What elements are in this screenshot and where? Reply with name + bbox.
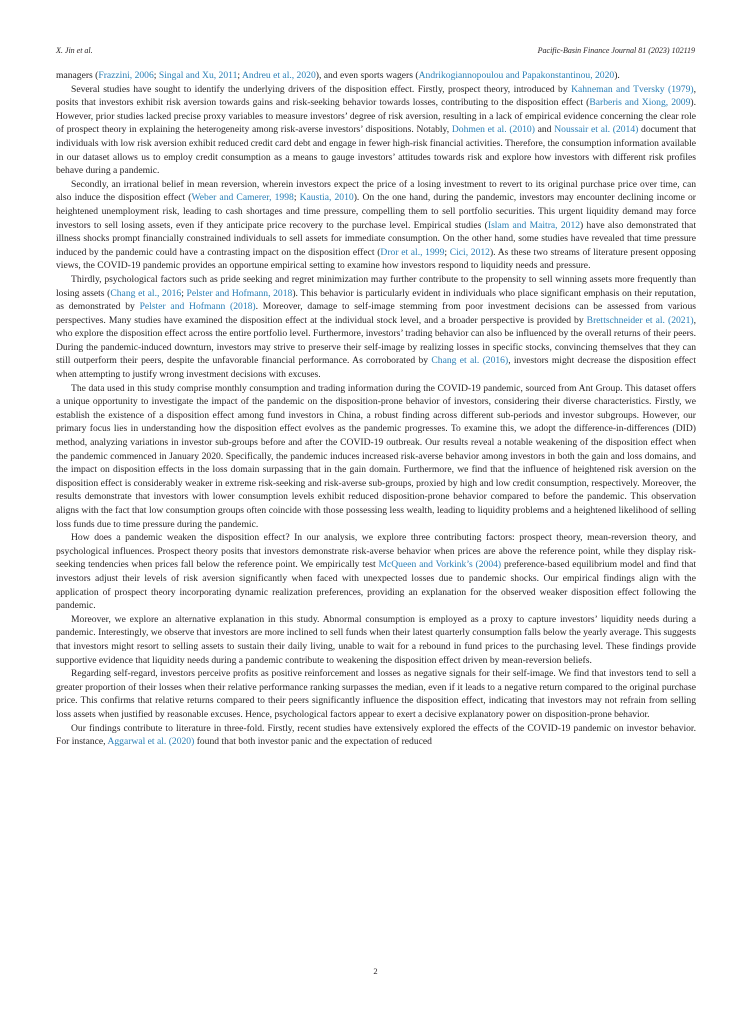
paragraph-text: ) have also demonstrated that illness shocks prompt financially constrained individuals to sell assets for immediate consumption. On the other hand, some studies have revealed that time pressure induced by the pandemic could have a contrasting impact on the disposition effect ( <box>56 219 696 258</box>
paragraph-text: The data used in this study comprise monthly consumption and trading information during the COVID-19 pandemic, sourced from Ant Group. This dataset offers a unique opportunity to investigate the impact of the pandemic on the disposition-prone behavior of investors, considering their diverse characteristics. Firstly, we establish the existence of a disposition effect among fund investors in China, a robust finding across different sub-periods and investor subgroups. However, our primary focus lies in understanding how the disposition effect evolves as the pandemic progresses. To examine this, we adopt the difference-in-differences (DID) method, analyzing variations in investor sub-groups before and after the COVID-19 outbreak. Our results reveal a notable weakening of the disposition effect when the pandemic commenced in January 2020. Specifically, the pandemic induces increased risk-averse behavior among investors in both the gain and loss domains, and the impact on disposition effects in the loss domain surpassing that in the gain domain. Furthermore, we find that the influence of heightened risk aversion on the disposition effect is considerably weaker in extreme risk-seeking and risk-averse sub-groups, proxied by high and low credit consumption, respectively. Moreover, the results demonstrate that investors with lower consumption levels exhibit reduced disposition-prone behavior compared to before the pandemic. This observation aligns with the fact that low consumption groups often coincide with those possessing less wealth, leading to liquidity problems and a heightened likelihood of selling loss funds due to time pressure during the pandemic. <box>56 382 696 530</box>
citation-link[interactable]: Chang et al. (2016) <box>431 355 509 367</box>
header-authors: X. Jin et al. <box>56 46 93 55</box>
paragraph-text: ). As these two streams of literature present opposing views, the COVID-19 pandemic provides an opportune empirical setting to examine how investors respond to liquidity needs and pressure. <box>56 246 696 272</box>
paragraph-text: ). However, prior studies lacked precise proxy variables to measure investors’ degree of risk aversion, resulting in a lack of empirical evidence concerning the clear role of prospect theory in explaining the heterogeneity among risk-averse investors’ dispositions. Notably, <box>56 97 696 136</box>
paragraph-text: ). <box>614 70 620 81</box>
body-paragraph <box>56 273 696 382</box>
paragraph-text: ; <box>237 70 242 81</box>
citation-link[interactable]: Pelster and Hofmann, 2018 <box>186 287 293 299</box>
paragraph-text: ), and even sports wagers ( <box>315 70 419 81</box>
citation-link[interactable]: Cici, 2012 <box>449 246 490 258</box>
paragraph-text: How does a pandemic weaken the disposition effect? In our analysis, we explore three contributing factors: prospect theory, mean-reversion theory, and psychological influences. Prospect theory posits that investors demonstrate risk-averse behavior when prices are above the reference point, while they display risk-seeking tendencies when prices fall below the reference point. We empirically test <box>56 532 696 571</box>
paragraph-text: ). On the one hand, during the pandemic, investors may encounter declining income or heightened unemployment risk, leading to cash shortages and time pressure, compelling them to sell portfolio securities. This urgent liquidity demand may force investors to sell losing assets, even if they anticipate price recovery to the purchase level. Empirical studies ( <box>56 192 696 231</box>
citation-link[interactable]: Kahneman and Tversky (1979) <box>571 83 694 95</box>
citation-link[interactable]: Aggarwal et al. (2020) <box>107 736 195 748</box>
paragraph-text: ; <box>444 246 450 258</box>
paragraph-text: , who explore the disposition effect across the entire portfolio level. Furthermore, investors’ trading behavior can also be influenced by the overall returns of their peers. During the pandemic-induced downturn, investors may strive to preserve their self-image by realizing losses in specific stocks, convincing themselves that they can still outperform their peers, despite the unfavorable financial performance. As corroborated by <box>56 314 696 367</box>
paragraph-text: document that individuals with low risk aversion exhibit reduced credit card debt and engage in fewer high-risk financial activities. Therefore, the consumption information available in our dataset allows us to employ credit consumption as a means to gauge investors’ attitudes towards risk and explore how investors with different risk profiles behave during a pandemic. <box>56 124 696 177</box>
citation-link[interactable]: Noussair et al. (2014) <box>554 124 639 136</box>
body-paragraph <box>56 531 696 613</box>
body-paragraph <box>56 722 696 749</box>
paragraph-text: Our findings contribute to literature in three-fold. Firstly, recent studies have extensively explored the effects of the COVID-19 pandemic on investor behavior. For instance, <box>56 722 696 748</box>
article-body <box>56 69 696 749</box>
paragraph-text: ). This behavior is particularly evident in individuals who place significant emphasis on their reputation, as demonstrated by <box>56 287 696 313</box>
body-paragraph <box>56 382 696 532</box>
citation-link[interactable]: Chang et al., 2016 <box>110 287 182 299</box>
body-paragraph <box>56 83 696 178</box>
body-paragraph <box>56 69 696 83</box>
citation-link[interactable]: Weber and Camerer, 1998 <box>191 192 294 204</box>
paragraph-text: Thirdly, psychological factors such as pride seeking and regret minimization may further contribute to the propensity to sell winning assets more frequently than losing assets ( <box>56 273 696 299</box>
citation-link[interactable]: Dror et al., 1999 <box>380 246 445 258</box>
paragraph-text: found that both investor panic and the expectation of reduced <box>194 736 432 748</box>
paragraph-text: and <box>534 124 555 136</box>
paragraph-text: . Moreover, damage to self-image stemming from poor investment decisions can be assessed from various perspectives. Many studies have examined the disposition effect at the individual stock level, and a broader perspective is provided by <box>56 301 696 326</box>
citation-link[interactable]: Barberis and Xiong, 2009 <box>589 97 691 109</box>
body-paragraph <box>56 613 696 667</box>
citation-link[interactable]: Frazzini, 2006 <box>98 70 154 81</box>
citation-link[interactable]: Dohmen et al. (2010) <box>451 124 535 136</box>
citation-link[interactable]: Pelster and Hofmann (2018) <box>139 301 256 313</box>
citation-link[interactable]: McQueen and Vorkink’s (2004) <box>378 559 502 571</box>
paragraph-text: preference-based equilibrium model and find that investors adjust their levels of risk aversion significantly when faced with unexpected losses due to pandemic shocks. Our empirical findings align with the application of prospect theory incorporating dynamic realization preferences, providing an explanation for the observed weaker disposition effect following the pandemic. <box>56 559 697 612</box>
paragraph-text: Regarding self-regard, investors perceive profits as positive reinforcement and losses as negative signals for their self-image. We find that investors tend to sell a greater proportion of their losses when their relative performance ranking surpasses the median, even if it leads to a negative return compared to the original purchase price. This confirms that relative returns compared to their peers significantly influence the disposition effect, indicating that investors may not refrain from selling loss assets when justified by reasonable excuses. Hence, psychological factors appear to exert a decisive explanatory power on disposition-prone behavior. <box>56 668 696 720</box>
citation-link[interactable]: Brettschneider et al. (2021) <box>586 314 694 326</box>
paragraph-text: ; <box>181 287 187 299</box>
paragraph-text: Secondly, an irrational belief in mean reversion, wherein investors expect the price of a losing investment to revert to its original purchase price over time, can also induce the disposition effect ( <box>56 178 696 204</box>
paragraph-text: Several studies have sought to identify the underlying drivers of the disposition effect. Firstly, prospect theory, introduced by <box>71 83 572 95</box>
running-header <box>56 45 695 57</box>
citation-link[interactable]: Andreu et al., 2020 <box>241 70 316 81</box>
paragraph-text: , posits that investors exhibit risk aversion towards gains and risk-seeking behavior towards losses, contributing to the disposition effect ( <box>56 83 696 109</box>
paragraph-text: , investors might decrease the disposition effect when attempting to justify wrong investment decisions with excuses. <box>56 355 696 381</box>
body-paragraph <box>56 667 696 721</box>
citation-link[interactable]: Singal and Xu, 2011 <box>158 70 238 81</box>
citation-link[interactable]: Islam and Maitra, 2012 <box>487 219 581 231</box>
paragraph-text: Moreover, we explore an alternative explanation in this study. Abnormal consumption is employed as a proxy to capture investors’ liquidity needs during a pandemic. Interestingly, we observe that investors are more inclined to sell funds when their latest quarterly consumption falls below the yearly average. This suggests that investors might resort to selling assets to sustain their daily living, unable to wait for a rebound in fund prices to the purchasing level. These findings provide supportive evidence that liquidity needs during a pandemic contribute to weakening the disposition effect driven by mean-reversion beliefs. <box>56 613 696 666</box>
citation-link[interactable]: Andrikogiannopoulou and Papakonstantinou, 2020 <box>418 70 615 81</box>
body-paragraph <box>56 178 696 273</box>
header-journal: Pacific-Basin Finance Journal 81 (2023) 102119 <box>537 46 695 55</box>
paragraph-text: managers ( <box>56 70 99 81</box>
page-number: 2 <box>373 966 378 976</box>
paragraph-text: ; <box>153 70 159 81</box>
citation-link[interactable]: Kaustia, 2010 <box>299 192 354 204</box>
paragraph-text: ; <box>293 192 300 204</box>
